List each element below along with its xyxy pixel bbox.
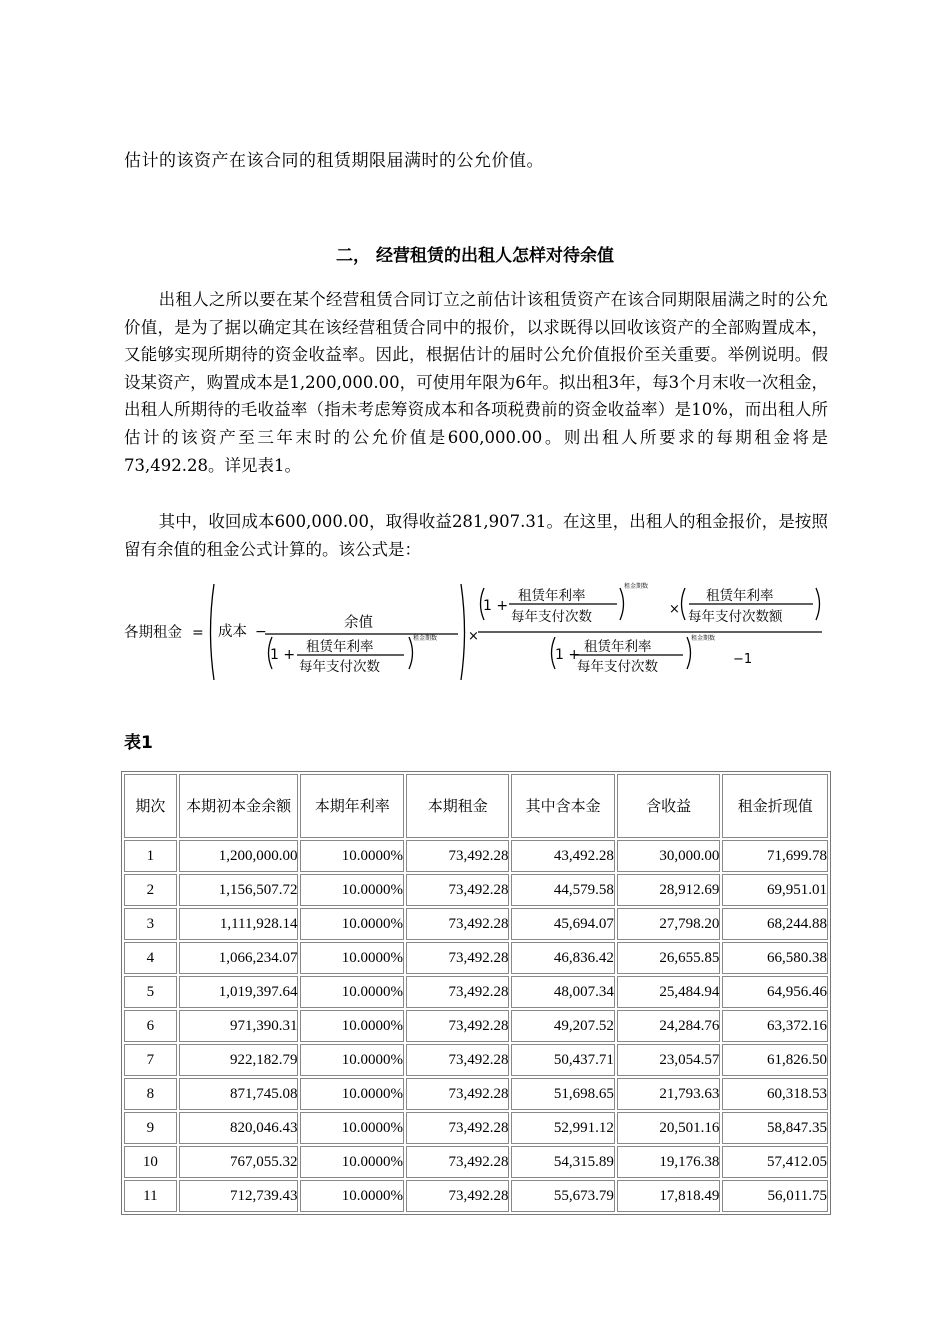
formula-rate-num-1: 租赁年利率 xyxy=(306,639,374,655)
table-cell: 971,390.31 xyxy=(179,1010,299,1042)
paren-right-3 xyxy=(816,588,820,620)
formula-minus-one: −1 xyxy=(733,652,753,667)
formula-rate-den-3: 每年支付次数额 xyxy=(688,609,783,625)
table-row xyxy=(124,1010,828,1042)
table-cell: 1,200,000.00 xyxy=(179,840,299,872)
header-income-portion: 含收益 xyxy=(617,774,720,838)
table-cell: 73,492.28 xyxy=(406,1078,509,1110)
table-cell: 1,019,397.64 xyxy=(179,976,299,1008)
table-cell: 10.0000% xyxy=(300,840,403,872)
table-cell: 21,793.63 xyxy=(617,1078,720,1110)
table-row xyxy=(124,1044,828,1076)
table-cell: 24,284.76 xyxy=(617,1010,720,1042)
formula-rate-den-1: 每年支付次数 xyxy=(299,659,380,675)
table-cell: 73,492.28 xyxy=(406,1180,509,1212)
table-row xyxy=(124,874,828,906)
table-cell: 1,066,234.07 xyxy=(179,942,299,974)
formula-rate-num-4: 租赁年利率 xyxy=(584,639,652,655)
table-cell: 66,580.38 xyxy=(722,942,828,974)
top-text-line: 估计的该资产在该合同的租赁期限届满时的公允价值。 xyxy=(124,151,544,171)
table-cell: 73,492.28 xyxy=(406,874,509,906)
table-cell: 26,655.85 xyxy=(617,942,720,974)
table-cell: 51,698.65 xyxy=(511,1078,614,1110)
table-cell: 19,176.38 xyxy=(617,1146,720,1178)
table-cell: 46,836.42 xyxy=(511,942,614,974)
lease-schedule-table xyxy=(121,771,831,1215)
table-cell: 10.0000% xyxy=(300,1078,403,1110)
formula-exponent-2: 租金期数 xyxy=(624,583,649,590)
table-row xyxy=(124,976,828,1008)
formula-minus: − xyxy=(255,624,267,640)
table-cell: 73,492.28 xyxy=(406,1010,509,1042)
header-period: 期次 xyxy=(124,774,177,838)
table-cell: 56,011.75 xyxy=(722,1180,828,1212)
header-rent: 本期租金 xyxy=(406,774,509,838)
header-annual-rate: 本期年利率 xyxy=(300,774,403,838)
table-cell: 3 xyxy=(124,908,177,940)
table-row xyxy=(124,1112,828,1144)
table-cell: 48,007.34 xyxy=(511,976,614,1008)
table-cell: 54,315.89 xyxy=(511,1146,614,1178)
paren-left-3 xyxy=(682,588,686,620)
table-cell: 50,437.71 xyxy=(511,1044,614,1076)
table-cell: 10.0000% xyxy=(300,1112,403,1144)
formula-equals: = xyxy=(192,625,204,641)
table-cell: 1,156,507.72 xyxy=(179,874,299,906)
table-cell: 10.0000% xyxy=(300,1180,403,1212)
table-cell: 43,492.28 xyxy=(511,840,614,872)
formula-exponent-3: 租金期数 xyxy=(691,635,716,642)
formula-residual: 余值 xyxy=(344,615,373,631)
section-heading: 二， 经营租赁的出租人怎样对待余值 xyxy=(336,246,614,266)
table-cell: 10.0000% xyxy=(300,942,403,974)
formula-one-plus-2: 1 + xyxy=(483,598,509,614)
header-present-value: 租金折现值 xyxy=(722,774,828,838)
table-row xyxy=(124,840,828,872)
table-header-row xyxy=(124,774,828,838)
table-cell: 49,207.52 xyxy=(511,1010,614,1042)
formula-lhs: 各期租金 xyxy=(124,625,182,641)
table-label: 表1 xyxy=(124,733,153,753)
formula-times-1: × xyxy=(468,629,479,644)
table-cell: 17,818.49 xyxy=(617,1180,720,1212)
table-cell: 25,484.94 xyxy=(617,976,720,1008)
formula-rate-num-3: 租赁年利率 xyxy=(706,588,774,604)
table-cell: 73,492.28 xyxy=(406,1146,509,1178)
table-cell: 30,000.00 xyxy=(617,840,720,872)
table-cell: 61,826.50 xyxy=(722,1044,828,1076)
paren-right-1 xyxy=(409,637,413,669)
table-cell: 73,492.28 xyxy=(406,1044,509,1076)
table-cell: 71,699.78 xyxy=(722,840,828,872)
table-cell: 69,951.01 xyxy=(722,874,828,906)
table-cell: 1 xyxy=(124,840,177,872)
table-cell: 11 xyxy=(124,1180,177,1212)
table-row xyxy=(124,1078,828,1110)
table-cell: 58,847.35 xyxy=(722,1112,828,1144)
table-cell: 10.0000% xyxy=(300,874,403,906)
table-cell: 20,501.16 xyxy=(617,1112,720,1144)
table-cell: 45,694.07 xyxy=(511,908,614,940)
paren-right-2 xyxy=(620,588,624,620)
table-cell: 73,492.28 xyxy=(406,1112,509,1144)
formula-rate-den-4: 每年支付次数 xyxy=(577,659,658,675)
table-cell: 767,055.32 xyxy=(179,1146,299,1178)
formula-rate-num-2: 租赁年利率 xyxy=(518,588,586,604)
table-cell: 10.0000% xyxy=(300,1044,403,1076)
header-opening-principal: 本期初本金余额 xyxy=(179,774,299,838)
table-cell: 73,492.28 xyxy=(406,976,509,1008)
table-cell: 712,739.43 xyxy=(179,1180,299,1212)
table-cell: 63,372.16 xyxy=(722,1010,828,1042)
big-left-paren xyxy=(211,584,215,680)
table-cell: 9 xyxy=(124,1112,177,1144)
table-cell: 60,318.53 xyxy=(722,1078,828,1110)
table-cell: 23,054.57 xyxy=(617,1044,720,1076)
table-cell: 73,492.28 xyxy=(406,908,509,940)
rent-formula xyxy=(122,580,827,686)
table-cell: 73,492.28 xyxy=(406,840,509,872)
big-right-paren xyxy=(461,584,465,680)
table-cell: 820,046.43 xyxy=(179,1112,299,1144)
table-cell: 55,673.79 xyxy=(511,1180,614,1212)
table-cell: 57,412.05 xyxy=(722,1146,828,1178)
formula-exponent-1: 租金期数 xyxy=(413,635,438,642)
formula-times-2: × xyxy=(669,602,680,617)
lease-table-wrapper xyxy=(121,771,831,1215)
table-cell: 27,798.20 xyxy=(617,908,720,940)
table-cell: 7 xyxy=(124,1044,177,1076)
table-cell: 5 xyxy=(124,976,177,1008)
table-row xyxy=(124,942,828,974)
table-cell: 44,579.58 xyxy=(511,874,614,906)
paragraph-2: 其中，收回成本600,000.00，取得收益281,907.31。在这里，出租人的租金报价，是按照留有余值的租金公式计算的。该公式是： xyxy=(124,512,828,559)
paren-right-4 xyxy=(687,637,691,669)
table-cell: 922,182.79 xyxy=(179,1044,299,1076)
table-cell: 68,244.88 xyxy=(722,908,828,940)
formula-one-plus-1: 1 + xyxy=(270,647,296,663)
table-cell: 10.0000% xyxy=(300,1010,403,1042)
table-cell: 6 xyxy=(124,1010,177,1042)
table-cell: 1,111,928.14 xyxy=(179,908,299,940)
table-cell: 8 xyxy=(124,1078,177,1110)
table-cell: 10.0000% xyxy=(300,1146,403,1178)
table-row xyxy=(124,908,828,940)
table-row xyxy=(124,1146,828,1178)
formula-cost: 成本 xyxy=(218,624,247,640)
table-cell: 10.0000% xyxy=(300,908,403,940)
table-row xyxy=(124,1180,828,1212)
table-cell: 73,492.28 xyxy=(406,942,509,974)
table-cell: 4 xyxy=(124,942,177,974)
table-cell: 10.0000% xyxy=(300,976,403,1008)
formula-one-plus-3: 1 + xyxy=(555,647,581,663)
table-cell: 2 xyxy=(124,874,177,906)
table-cell: 871,745.08 xyxy=(179,1078,299,1110)
table-cell: 10 xyxy=(124,1146,177,1178)
table-cell: 52,991.12 xyxy=(511,1112,614,1144)
table-cell: 64,956.46 xyxy=(722,976,828,1008)
table-cell: 28,912.69 xyxy=(617,874,720,906)
formula-rate-den-2: 每年支付次数 xyxy=(511,609,592,625)
paragraph-1: 出租人之所以要在某个经营租赁合同订立之前估计该租赁资产在该合同期限届满之时的公允价值，是为了据以确定其在该经营租赁合同中的报价，以求既得以回收该资产的全部购置成本，又能够实现所期待的资金收益率。因此，根据估计的届时公允价值报价至关重要。举例说明。假设某资产，购置成本是1,200,000.00，可使用年限为6年。拟出租3年，每3个月末收一次租金，出租人所期待的毛收益率（指未考虑筹资成本和各项税费前的资金收益率）是10%，而出租人所估计的该资产至三年末时的公允价值是600,000.00。则出租人所要求的每期租金将是73,492.28。详见表1。 xyxy=(124,290,828,475)
header-principal-portion: 其中含本金 xyxy=(511,774,614,838)
